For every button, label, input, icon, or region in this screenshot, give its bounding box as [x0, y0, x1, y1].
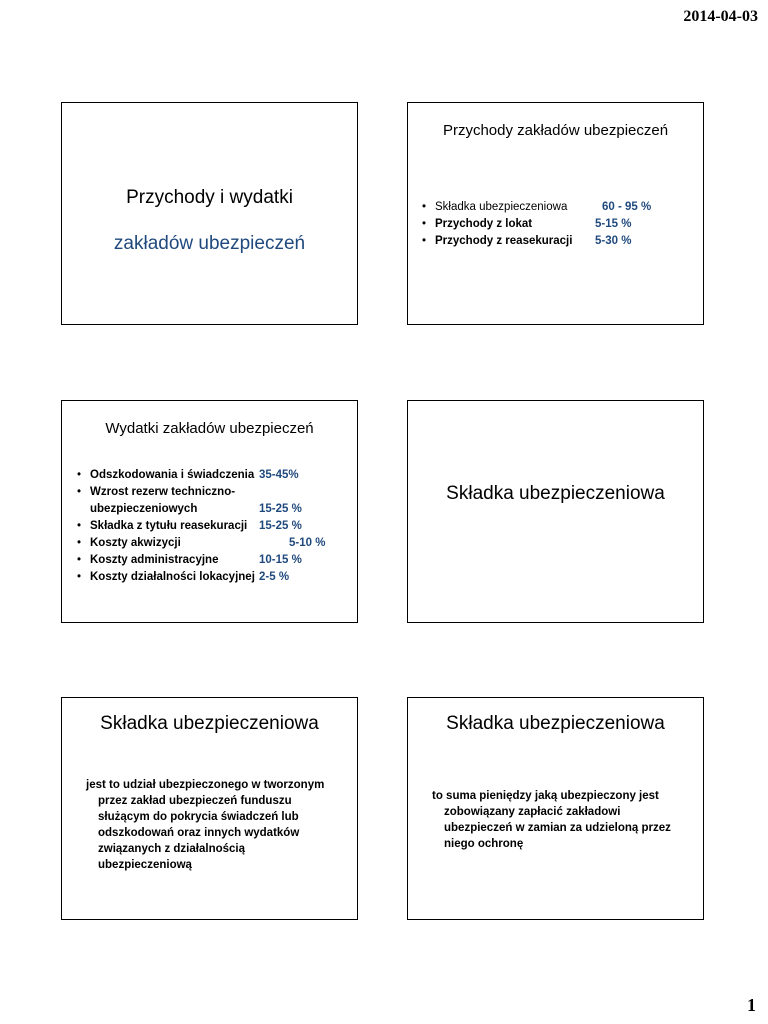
slide-title: Wydatki zakładów ubezpieczeń — [105, 420, 314, 437]
slide-5 — [61, 697, 358, 920]
slide-title: Przychody zakładów ubezpieczeń — [442, 122, 669, 139]
body-line: odszkodowań oraz innych wydatków — [98, 827, 300, 839]
item-value: 2-5 % — [259, 571, 290, 583]
slide-title: Składka ubezpieczeniowa — [446, 713, 665, 734]
list-item — [75, 467, 355, 484]
bullet-icon: • — [77, 554, 82, 566]
list-item-continuation — [75, 501, 355, 518]
slide-4 — [407, 400, 704, 623]
body-line: związanych z działalnością — [98, 843, 245, 855]
slide-title: Przychody i wydatki — [126, 187, 293, 208]
bullet-list — [75, 467, 355, 586]
body-line: służącym do pokrycia świadczeń lub — [98, 811, 299, 823]
bullet-icon: • — [422, 218, 427, 230]
item-value: 15-25 % — [259, 520, 302, 532]
item-value: 35-45% — [259, 469, 299, 481]
bullet-icon: • — [77, 469, 82, 481]
list-item — [75, 484, 355, 501]
item-value: 10-15 % — [259, 554, 302, 566]
item-label: Wzrost rezerw techniczno- — [90, 486, 236, 498]
slide-body — [86, 777, 324, 873]
page-date: 2014-04-03 — [683, 8, 758, 25]
body-line: zobowiązany zapłacić zakładowi — [444, 806, 621, 818]
slide-title: Składka ubezpieczeniowa — [100, 713, 319, 734]
list-item — [75, 518, 355, 535]
item-label: Składka z tytułu reasekuracji — [90, 520, 248, 532]
list-item — [420, 199, 700, 216]
list-item — [75, 569, 355, 586]
item-label: Odszkodowania i świadczenia — [90, 469, 255, 481]
item-value: 60 - 95 % — [602, 201, 652, 213]
bullet-icon: • — [77, 486, 82, 498]
item-label: Koszty administracyjne — [90, 554, 219, 566]
item-value: 5-10 % — [289, 537, 326, 549]
page-number: 1 — [747, 995, 756, 1015]
slide-6 — [407, 697, 704, 920]
slide-3 — [61, 400, 358, 623]
bullet-icon: • — [422, 235, 427, 247]
item-label: Przychody z reasekuracji — [435, 235, 573, 247]
slide-2 — [407, 102, 704, 325]
body-line: jest to udział ubezpieczonego w tworzonym — [86, 779, 325, 791]
slide-1 — [61, 102, 358, 325]
bullet-icon: • — [77, 537, 82, 549]
item-label: Koszty akwizycji — [90, 537, 181, 549]
item-label: ubezpieczeniowych — [90, 503, 198, 515]
body-line: niego ochronę — [444, 838, 524, 850]
item-value: 5-30 % — [595, 235, 632, 247]
list-item — [420, 216, 700, 233]
body-line: to suma pieniędzy jaką ubezpieczony jest — [432, 790, 659, 802]
list-item — [75, 552, 355, 569]
list-item — [75, 535, 355, 552]
slide-body — [432, 788, 671, 852]
bullet-icon: • — [422, 201, 427, 213]
slide-title: Składka ubezpieczeniowa — [446, 483, 665, 504]
bullet-icon: • — [77, 520, 82, 532]
item-value: 5-15 % — [595, 218, 632, 230]
body-line: przez zakład ubezpieczeń funduszu — [98, 795, 292, 807]
list-item — [420, 233, 700, 250]
item-label: Koszty działalności lokacyjnej — [90, 571, 255, 583]
item-label: Składka ubezpieczeniowa — [435, 201, 568, 213]
bullet-list — [420, 199, 700, 250]
item-label: Przychody z lokat — [435, 218, 533, 230]
body-line: ubezpieczeń w zamian za udzieloną przez — [444, 822, 671, 834]
body-line: ubezpieczeniową — [98, 859, 192, 871]
bullet-icon: • — [77, 571, 82, 583]
slide-subtitle: zakładów ubezpieczeń — [113, 233, 306, 254]
item-value: 15-25 % — [259, 503, 302, 515]
